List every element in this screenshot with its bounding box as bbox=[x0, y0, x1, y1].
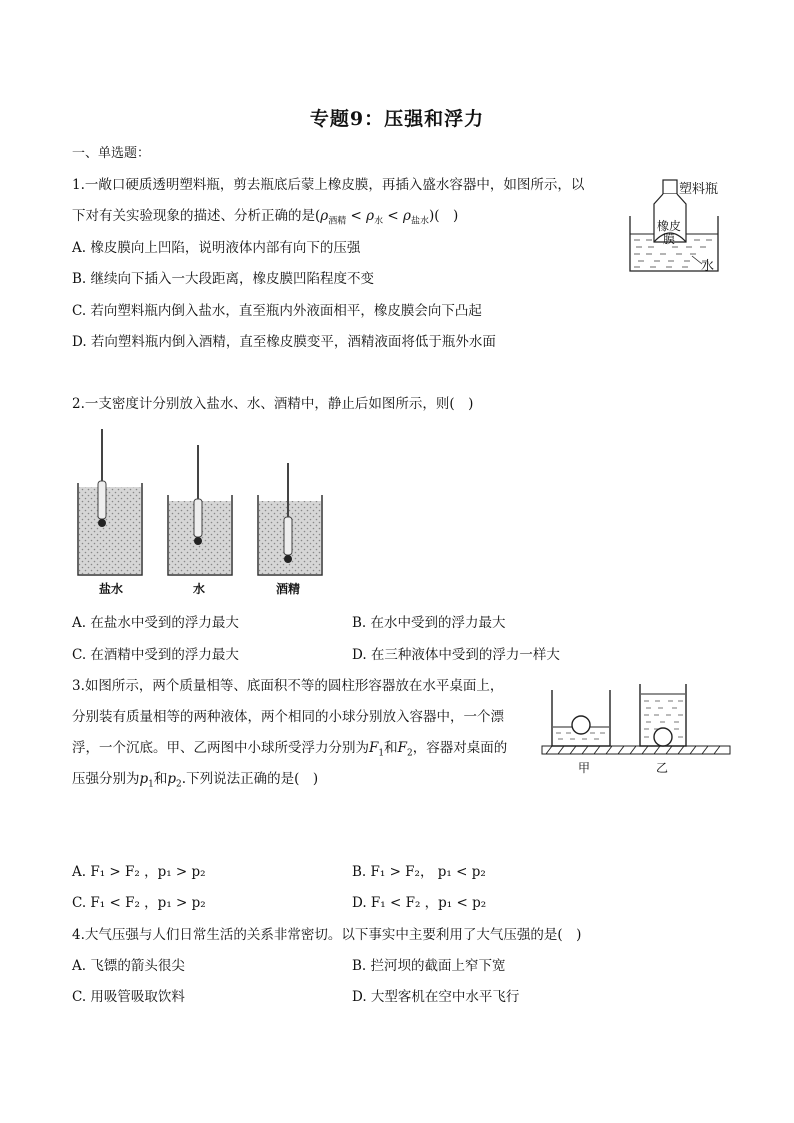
beaker-salt-water bbox=[78, 429, 142, 575]
q3-option-d: D. F₁ < F₂ ，p₁ < p₂ bbox=[352, 895, 487, 911]
q3-label-yi: 乙 bbox=[656, 761, 669, 775]
q1-label-water: 水 bbox=[701, 259, 715, 274]
q4-option-b: B. 拦河坝的截面上窄下宽 bbox=[352, 958, 506, 974]
q3-option-b: B. F₁ > F₂， p₁ < p₂ bbox=[352, 864, 486, 880]
q3-stem-line1: 3.如图所示，两个质量相等、底面积不等的圆柱形容器放在水平桌面上， bbox=[72, 678, 504, 694]
q4-option-d: D. 大型客机在空中水平飞行 bbox=[352, 989, 520, 1005]
q2-label-water: 水 bbox=[193, 582, 206, 596]
q2-option-d: D. 在三种液体中受到的浮力一样大 bbox=[352, 647, 560, 663]
section-heading: 一、单选题： bbox=[72, 146, 151, 161]
q2-stem: 2.一支密度计分别放入盐水、水、酒精中，静止后如图所示，则( ) bbox=[72, 396, 474, 412]
q3-containers-figure bbox=[542, 680, 732, 760]
q1-label-membrane-2: 膜 bbox=[663, 232, 676, 246]
q1-label-bottle: 塑料瓶 bbox=[679, 182, 719, 197]
q2-option-a: A. 在盐水中受到的浮力最大 bbox=[72, 615, 239, 631]
q3-stem-line4: 压强分别为$p_1$和$p_2$.下列说法正确的是( ) bbox=[72, 771, 319, 790]
q4-stem: 4.大气压强与人们日常生活的关系非常密切。以下事实中主要利用了大气压强的是( ) bbox=[72, 927, 582, 943]
q1-option-c: C. 若向塑料瓶内倒入盐水，直至瓶内外液面相平，橡皮膜会向下凸起 bbox=[72, 303, 482, 319]
page-title: 专题9：压强和浮力 bbox=[309, 108, 485, 130]
q2-hydrometer-figure bbox=[72, 425, 322, 605]
q1-stem-line1: 1.一敞口硬质透明塑料瓶，剪去瓶底后蒙上橡皮膜，再插入盛水容器中，如图所示，以 bbox=[72, 177, 585, 193]
q1-option-b: B. 继续向下插入一大段距离，橡皮膜凹陷程度不变 bbox=[72, 271, 375, 287]
q2-label-alcohol: 酒精 bbox=[276, 582, 301, 596]
q4-option-a: A. 飞镖的箭头很尖 bbox=[72, 958, 185, 974]
beaker-alcohol bbox=[258, 463, 322, 575]
q1-option-a: A. 橡皮膜向上凹陷，说明液体内部有向下的压强 bbox=[72, 240, 361, 256]
q3-stem-line3: 浮，一个沉底。甲、乙两图中小球所受浮力分别为$F_1$和$F_2$，容器对桌面的 bbox=[72, 740, 508, 759]
q1-option-d: D. 若向塑料瓶内倒入酒精，直至橡皮膜变平，酒精液面将低于瓶外水面 bbox=[72, 334, 496, 350]
q4-option-c: C. 用吸管吸取饮料 bbox=[72, 989, 185, 1005]
q3-stem-line2: 分别装有质量相等的两种液体，两个相同的小球分别放入容器中，一个漂 bbox=[72, 709, 504, 725]
q3-option-a: A. F₁ > F₂ ，p₁ > p₂ bbox=[72, 864, 206, 880]
q2-option-b: B. 在水中受到的浮力最大 bbox=[352, 615, 506, 631]
q2-option-c: C. 在酒精中受到的浮力最大 bbox=[72, 647, 239, 663]
q3-label-jia: 甲 bbox=[578, 761, 591, 775]
beaker-water bbox=[168, 445, 232, 575]
q1-stem-line2: 下对有关实验现象的描述、分析正确的是$(\rho_{酒精} < \rho_水 < \rho_{盐水})$( ) bbox=[72, 208, 459, 227]
q3-option-c: C. F₁ < F₂ ，p₁ > p₂ bbox=[72, 895, 206, 911]
q1-label-membrane-1: 橡皮 bbox=[657, 219, 682, 233]
q2-label-salt-water: 盐水 bbox=[99, 582, 124, 596]
